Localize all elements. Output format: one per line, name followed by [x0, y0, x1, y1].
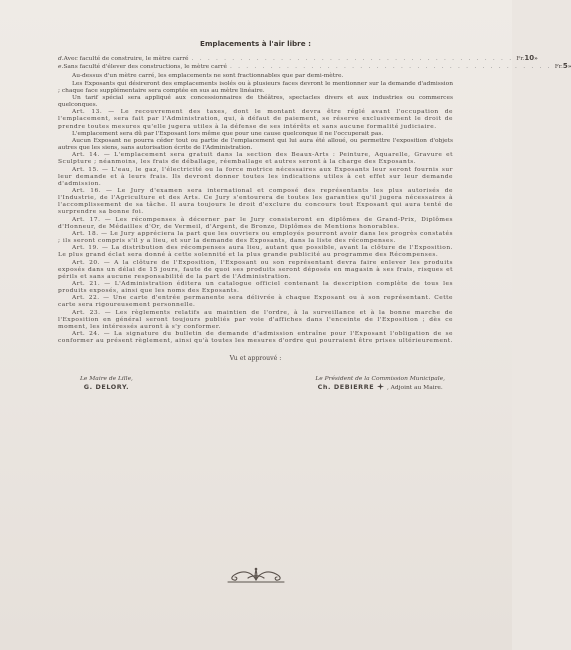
leader-dots: . . . . . . . . . . . . . . . . . . . . . . . . . . . . . . . . . . . . . . . . [229, 64, 552, 71]
rate-quote: » [534, 55, 538, 63]
document-body [58, 39, 568, 393]
cross-decoration-icon [377, 383, 384, 390]
signature-mayor [80, 375, 133, 393]
article-24: Art. 24. — La signature du bulletin de demande d'admission entraîne pour l'Exposant l'obligation de se conformer au présent règlement, ainsi qu'à toutes les mesures d'ordre qui pourraient être prises ultérieurement. [58, 331, 453, 345]
rate-letter: d. [58, 56, 64, 63]
article-23: Art. 23. — Les règlements relatifs au maintien de l'ordre, à la surveillance et à la bonne marche de l'Exposition en général seront toujours publiés par voie d'affiches dans l'enceinte de l'Exposition ; dès ce moment, les intéressés auront à s'y conformer. [58, 309, 453, 330]
signature-suffix: , Adjoint au Maire. [386, 385, 443, 392]
paragraph: L'emplacement sera dû par l'Exposant lors même que pour une cause quelconque il ne l'occuperait pas. [72, 130, 384, 137]
rate-currency: Fr. [516, 56, 525, 63]
article-13: Art. 13. — Le recouvrement des taxes, dont le montant devra être réglé avant l'occupation de l'emplacement, sera fait par l'Administration, qui, à défaut de paiement, se réserve exclusivement le droit de prendre toutes mesures qu'elle jugera utiles à la défense de ses intérêts et sans aucune formalité judiciaire. [58, 109, 453, 130]
flourish-ornament-icon [226, 566, 286, 584]
article-20: Art. 20. — A la clôture de l'Exposition, l'Exposant ou son représentant devra faire enlever les produits exposés dans un délai de 15 jours, faute de quoi ses produits seront déposés en magasin à ses frais, risques et périls et sans aucune responsabilité de la part de l'Administration. [58, 259, 453, 280]
paragraph: Au-dessus d'un mètre carré, les emplacements ne sont fractionnables que par demi-mètre. [72, 73, 344, 80]
paragraph: Les Exposants qui désireront des emplacements isolés ou à plusieurs faces devront le mentionner sur la demande d'admission ; chaque face supplémentaire sera comptée en sus au mètre linéaire. [58, 80, 453, 94]
article-22: Art. 22. — Une carte d'entrée permanente sera délivrée à chaque Exposant ou à son représentant. Cette carte sera rigoureusement personnelle. [58, 295, 453, 309]
paragraph: Un tarif spécial sera appliqué aux concessionnaires de théâtres, spectacles divers et aux industries ou commerces quelconques. [58, 94, 453, 109]
rate-letter: e. [58, 64, 64, 71]
signature-role: Le Maire de Lille, [80, 375, 133, 382]
rate-text: Sans faculté d'élever des constructions, le mètre carré [63, 64, 227, 71]
rate-amount: 5 [562, 62, 568, 71]
approval-line: Vu et approuvé : [229, 355, 282, 363]
article-21: Art. 21. — L'Administration éditera un catalogue officiel contenant la description complète de tous les produits exposés, ainsi que les noms des Exposants. [58, 281, 453, 295]
article-19: Art. 19. — La distribution des récompenses aura lieu, autant que possible, avant la clôture de l'Exposition. Le plus grand éclat sera donné à cette solennité et la plus grande publicité au programme des Récompenses. [58, 245, 453, 259]
section-heading: Emplacements à l'air libre : [200, 39, 311, 48]
signature-name: G. DELORY. [83, 383, 130, 392]
rate-row [58, 62, 568, 71]
leader-dots: . . . . . . . . . . . . . . . . . . . . . . . . . . . . . . . . . . . . . . . . [191, 56, 514, 63]
article-16: Art. 16. — Le Jury d'examen sera international et composé des représentants les plus autorisés de l'Industrie, de l'Agriculture et des Arts. Ce Jury s'entourera de toutes les garanties qu'il jugera nécessaires à l'accomplissement de sa tâche. Il aura toujours le droit d'exclure du concours tout Exposant qui aura tenté de surprendre sa bonne foi. [58, 187, 453, 216]
signature-name: Ch. DEBIERRE [317, 383, 375, 392]
article-18: Art. 18. — Le Jury appréciera la part que les ouvriers ou employés pourront avoir dans les progrès constatés ; ils seront compris s'il y a lieu, et sur la demande des Exposants, dans la liste des récompenses. [58, 230, 453, 245]
signature-president [315, 375, 445, 393]
article-14: Art. 14. — L'emplacement sera gratuit dans la section des Beaux-Arts : Peinture, Aquarelle, Gravure et Sculpture ; néanmoins, les frais de déballage, réemballage et autres seront à la charge des Exposants. [58, 152, 453, 166]
paragraph: Aucun Exposant ne pourra céder tout ou partie de l'emplacement qui lui aura été alloué, ou permettre l'exposition d'objets autres que les siens, sans autorisation écrite de l'Administration. [58, 137, 453, 152]
rate-row [58, 54, 538, 63]
rate-amount: 10 [524, 54, 535, 63]
signature-block [58, 375, 453, 393]
signature-role: Le Président de la Commission Municipale, [315, 375, 445, 382]
article-17: Art. 17. — Les récompenses à décerner par le Jury consisteront en diplômes de Grand-Prix, Diplômes d'Honneur, de Médailles d'Or, de Vermeil, d'Argent, de Bronze, Diplômes de Mentions honorables. [58, 216, 453, 230]
rate-text: Avec faculté de construire, le mètre carré [63, 56, 189, 63]
article-15: Art. 15. — L'eau, le gaz, l'électricité ou la force motrice nécessaires aux Exposants leur seront fournis sur leur demande et à leurs frais. Ils devront donner toutes les indications utiles à cet effet sur leur demande d'admission. [58, 166, 453, 187]
rate-currency: Fr. [554, 64, 563, 71]
